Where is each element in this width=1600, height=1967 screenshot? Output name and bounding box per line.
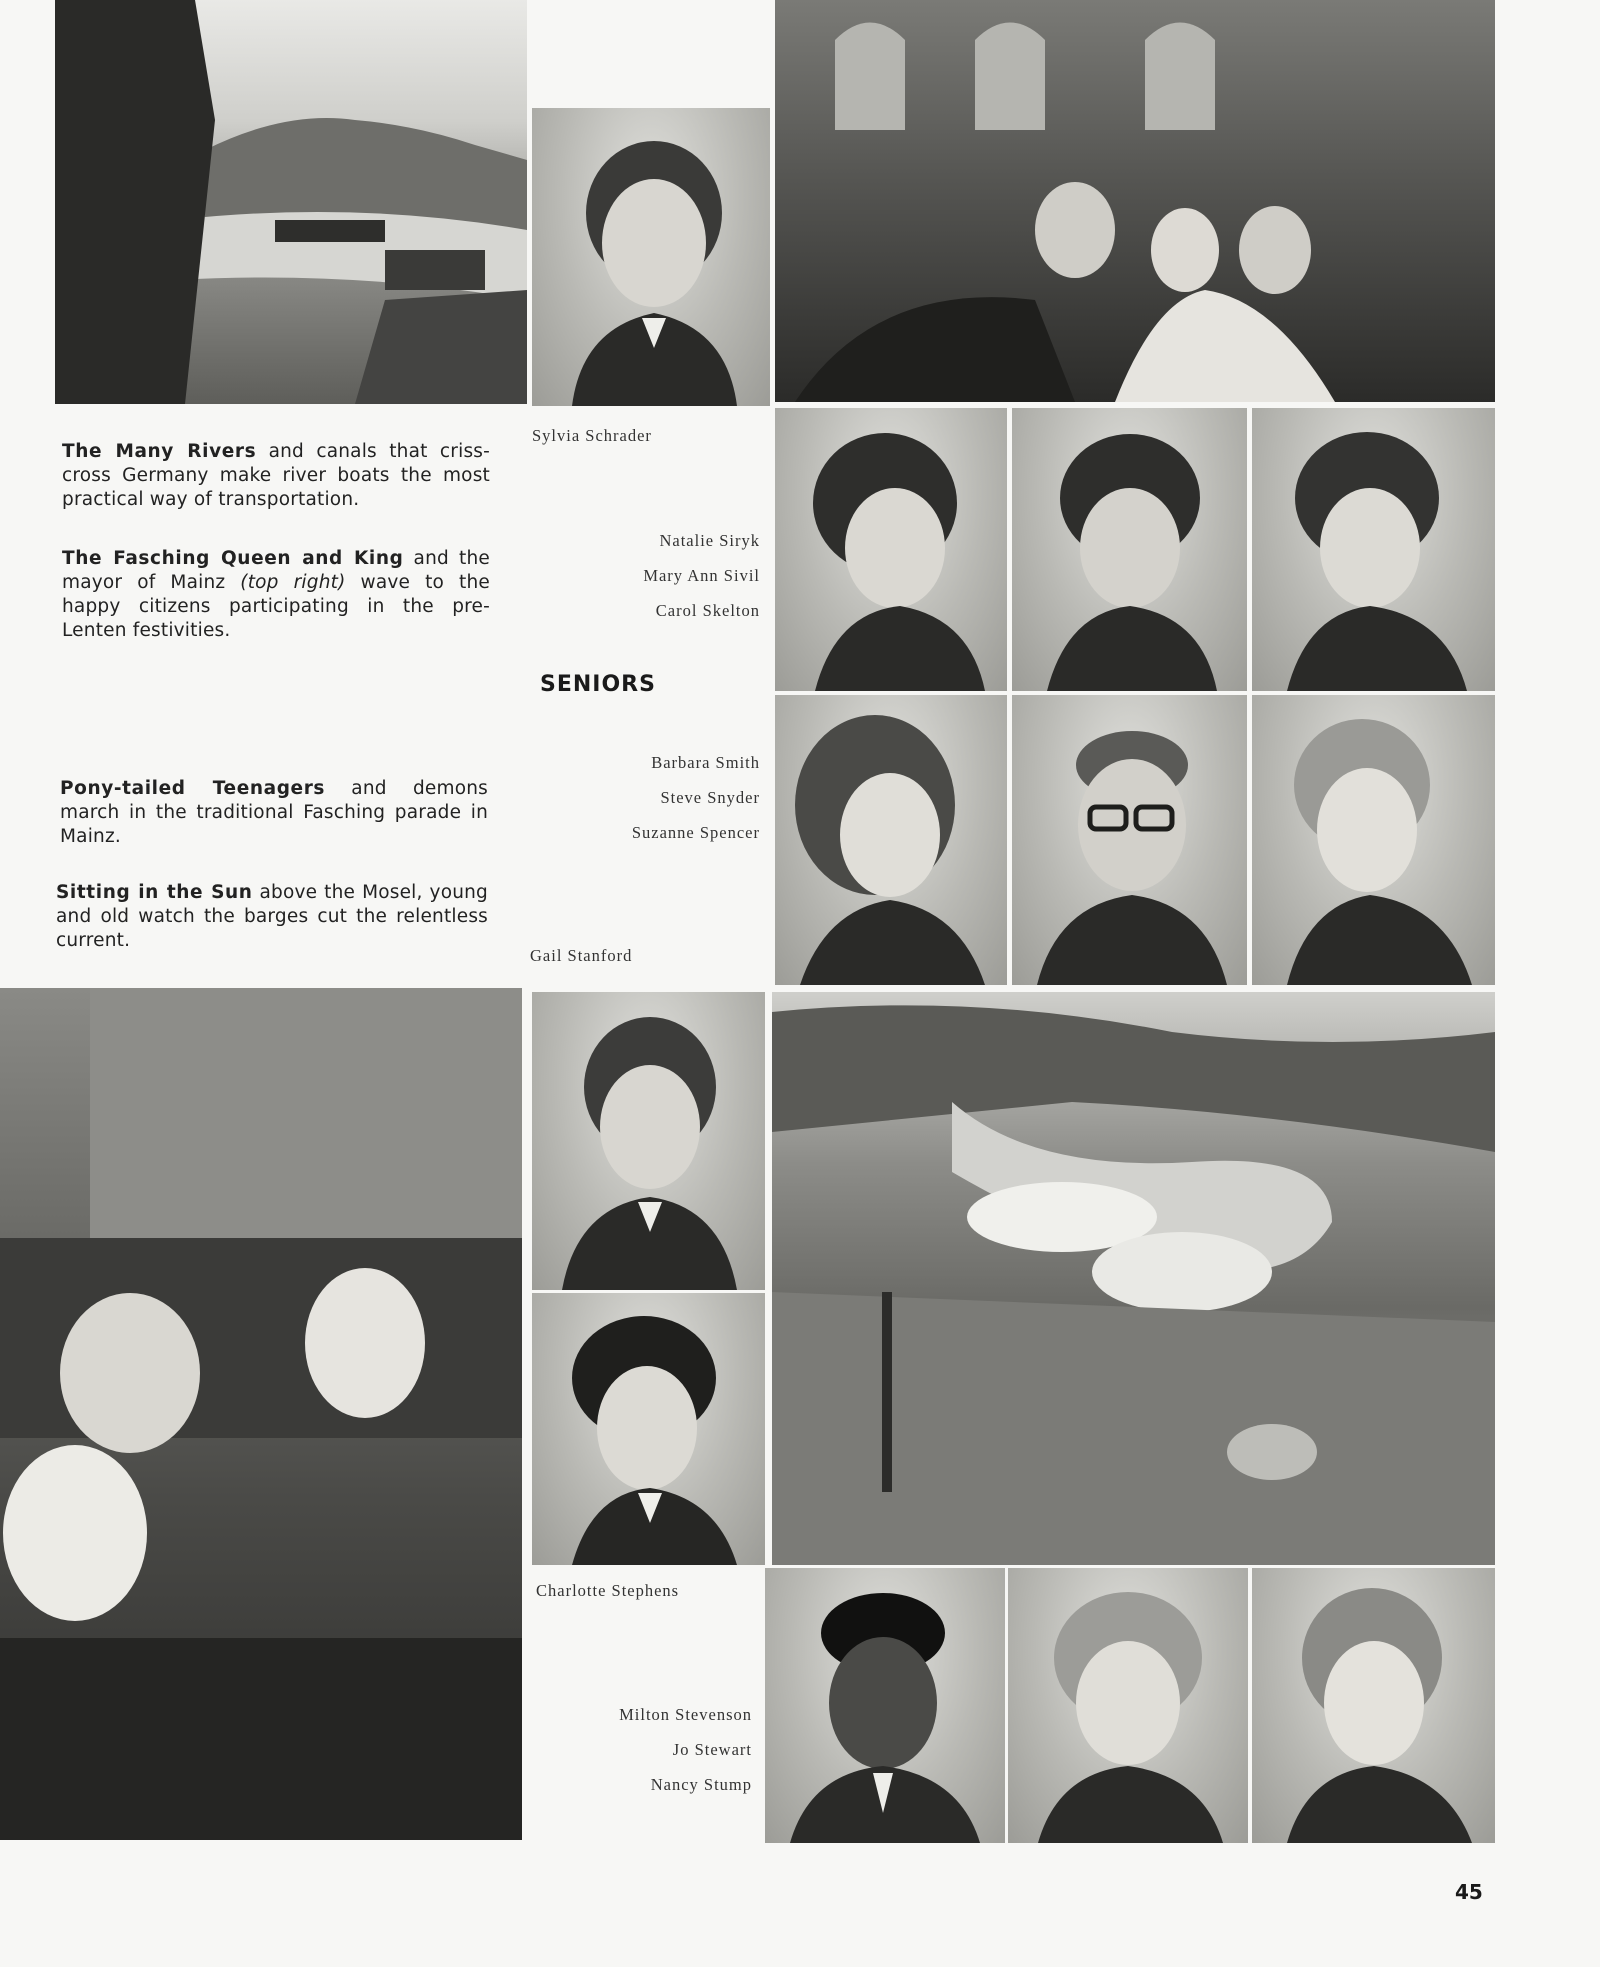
portrait-natalie-siryk — [775, 408, 1007, 691]
name-steve-snyder: Steve Snyder — [660, 788, 760, 807]
caption-fasching-queen — [62, 547, 490, 643]
portrait-nancy-stump — [1252, 1568, 1495, 1843]
name-carol-skelton: Carol Skelton — [655, 601, 760, 620]
name-nancy-stump: Nancy Stump — [650, 1775, 752, 1794]
name-natalie-siryk: Natalie Siryk — [659, 531, 760, 550]
portrait-sylvia-schrader — [532, 108, 770, 406]
name-mary-ann-sivil: Mary Ann Sivil — [643, 566, 760, 585]
caption-sitting-sun — [56, 881, 488, 953]
portrait-mary-ann-sivil — [1012, 408, 1247, 691]
portrait-barbara-smith — [775, 695, 1007, 985]
name-milton-stevenson: Milton Stevenson — [619, 1705, 752, 1724]
portrait-jo-stewart — [1008, 1568, 1248, 1843]
portrait-milton-stevenson — [765, 1568, 1005, 1843]
caption-fasching-lead: The Fasching Queen and King — [62, 548, 404, 569]
page-number: 45 — [1455, 1880, 1483, 1904]
name-charlotte-stephens: Charlotte Stephens — [536, 1581, 680, 1600]
fasching-royalty-photo — [775, 0, 1495, 402]
caption-many-rivers — [62, 440, 490, 512]
river-boats-photo — [55, 0, 527, 404]
name-suzanne-spencer: Suzanne Spencer — [631, 823, 760, 842]
name-barbara-smith: Barbara Smith — [651, 753, 760, 772]
portrait-suzanne-spencer — [1252, 695, 1495, 985]
caption-ponytails-text: and demons march in the traditional Fasching parade in Mainz. — [60, 778, 488, 847]
portrait-charlotte-stephens — [532, 1293, 765, 1565]
name-jo-stewart: Jo Stewart — [672, 1740, 752, 1759]
name-sylvia-schrader: Sylvia Schrader — [532, 426, 652, 445]
caption-many-rivers-lead: The Many Rivers — [62, 441, 257, 462]
section-heading-seniors: SENIORS — [540, 672, 656, 697]
name-gail-stanford: Gail Stanford — [530, 946, 633, 965]
caption-fasching-text1: and the mayor of Mainz — [62, 548, 491, 593]
portrait-carol-skelton — [1252, 408, 1495, 691]
caption-ponytails — [60, 777, 488, 849]
caption-sun-lead: Sitting in the Sun — [56, 882, 253, 903]
caption-fasching-italic: (top right) — [240, 572, 346, 593]
caption-ponytails-lead: Pony-tailed Teenagers — [60, 778, 326, 799]
portrait-steve-snyder — [1012, 695, 1247, 985]
mosel-terrace-photo — [772, 992, 1495, 1565]
fasching-parade-photo — [0, 988, 522, 1840]
portrait-gail-stanford — [532, 992, 765, 1290]
caption-sun-text: above the Mosel, young and old watch the barges cut the relentless current. — [56, 882, 489, 951]
caption-many-rivers-text: and canals that criss-cross Germany make river boats the most practical way of transportation. — [62, 441, 491, 510]
caption-fasching-text2: wave to the happy citizens participating in the pre-Lenten festivities. — [62, 572, 490, 641]
